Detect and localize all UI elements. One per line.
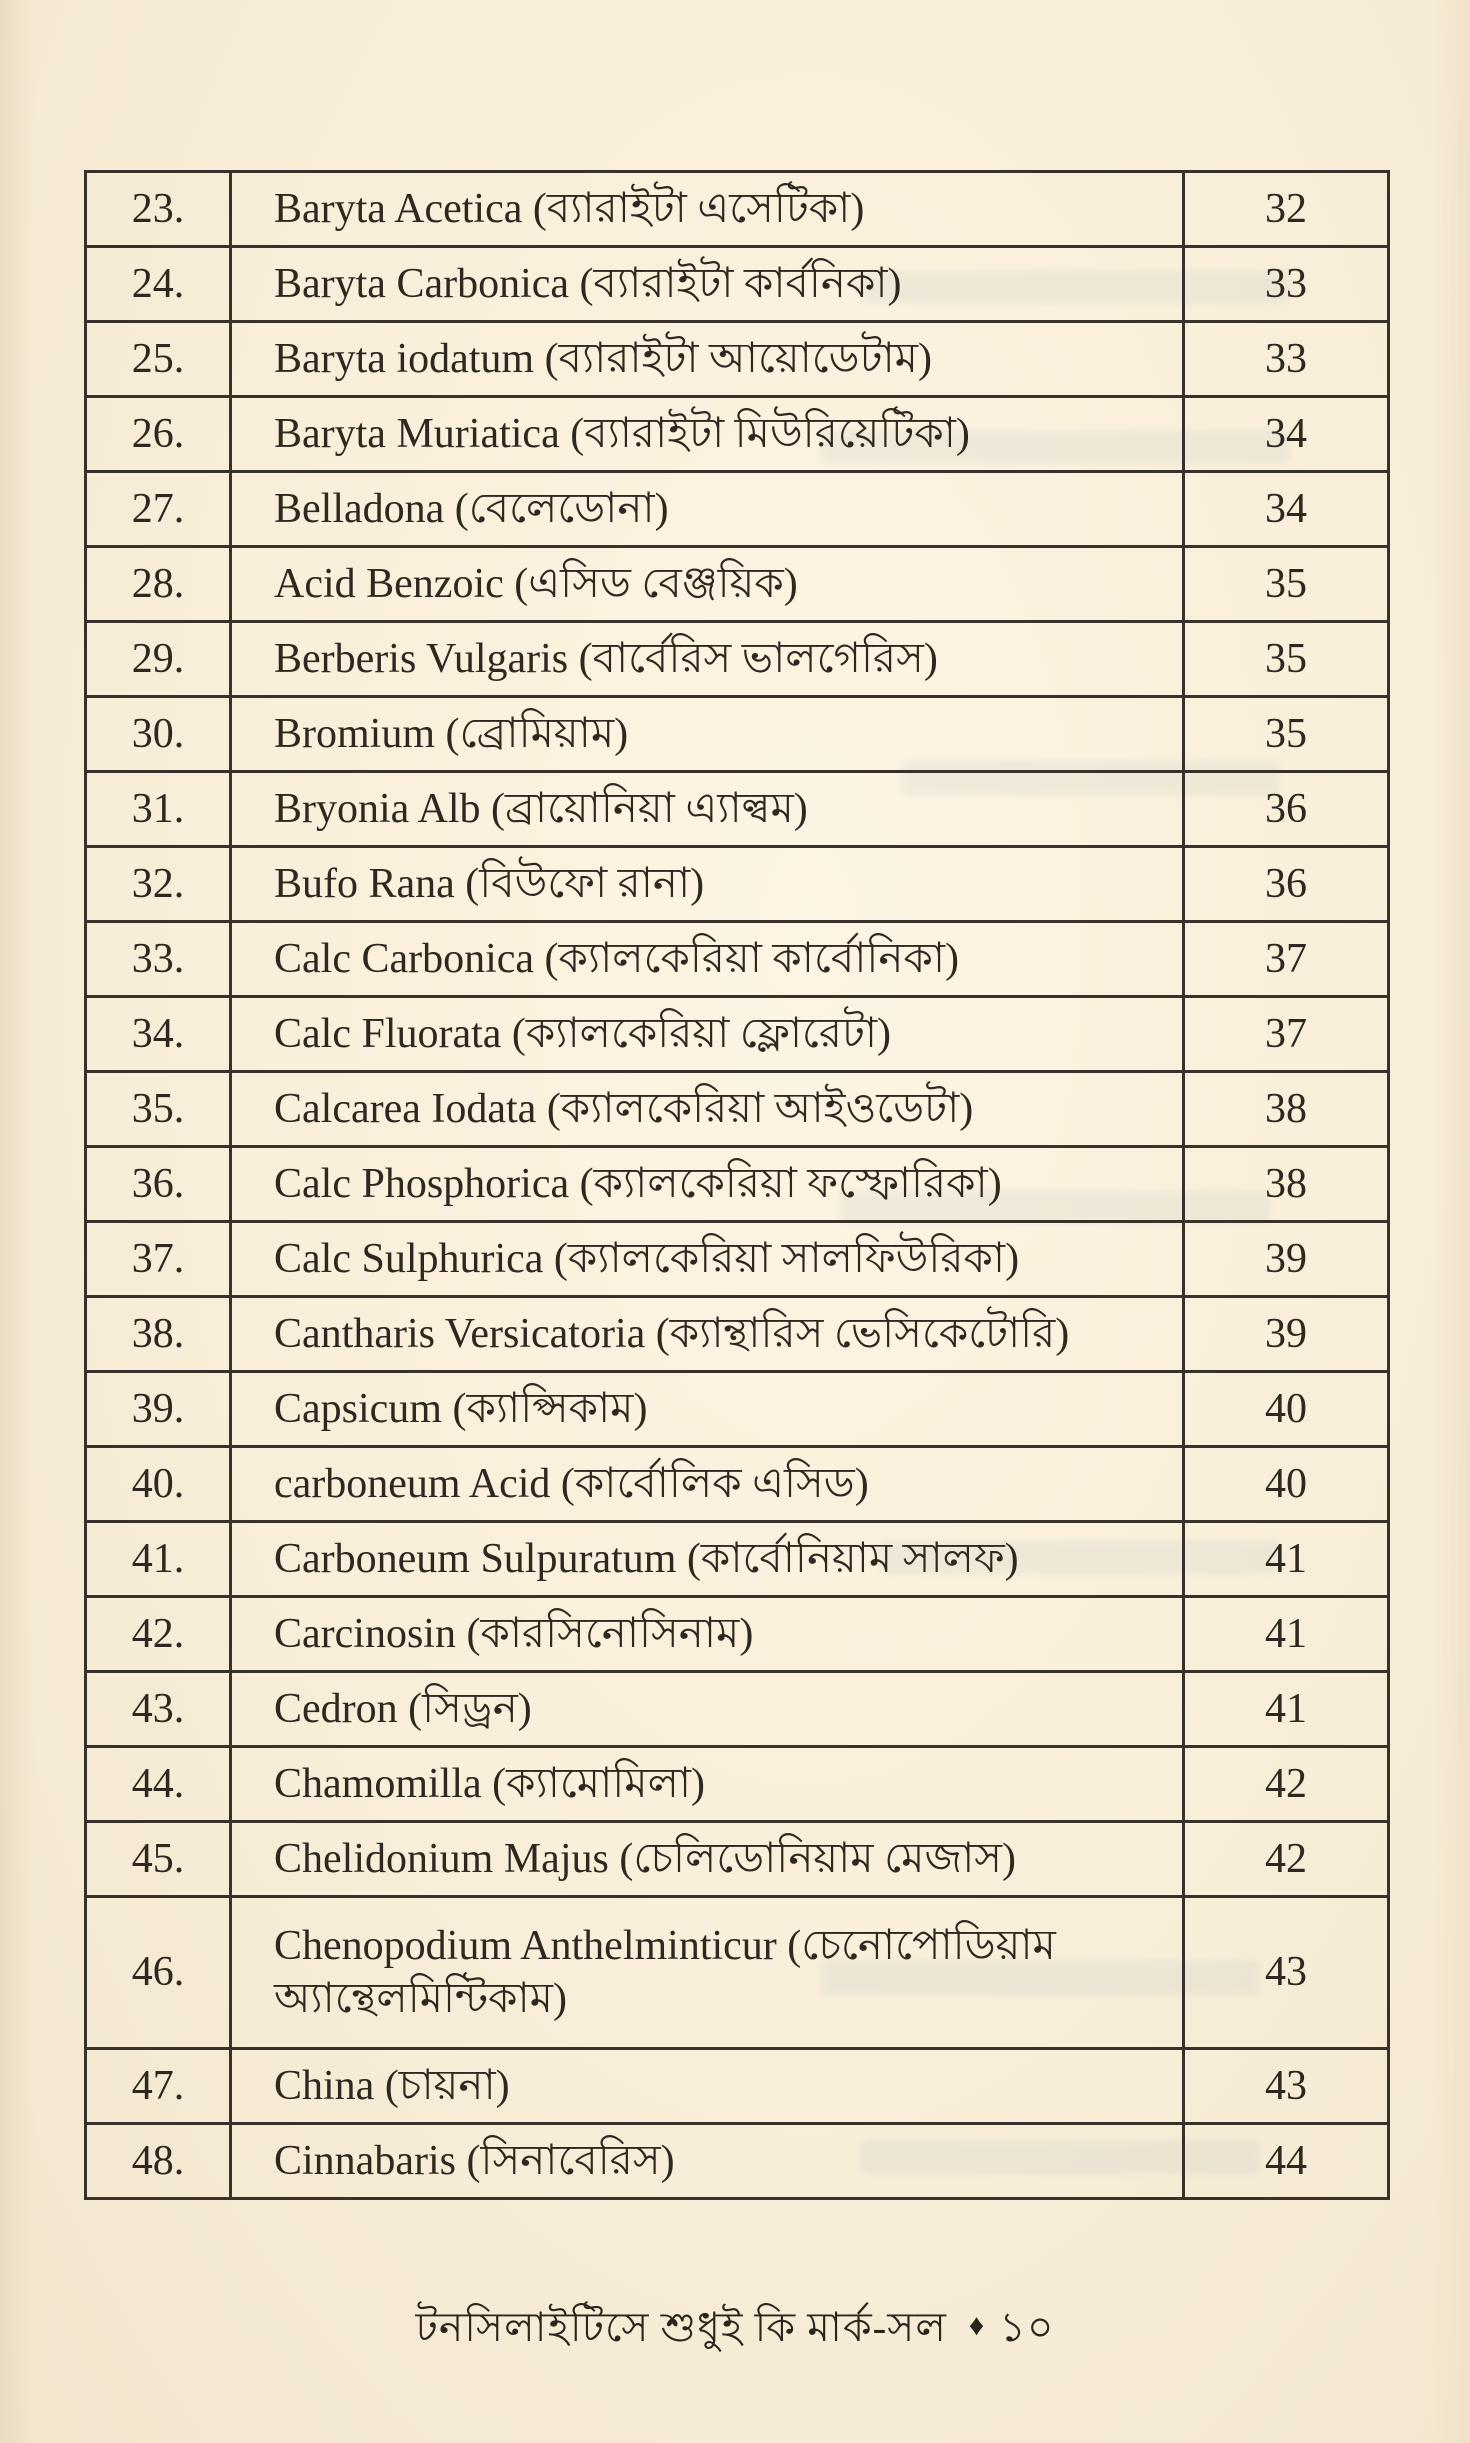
row-number: 41. (86, 1522, 231, 1597)
remedy-name: Belladona (বেলেডোনা) (231, 472, 1184, 547)
page-number: 32 (1184, 172, 1389, 247)
page-number: 34 (1184, 472, 1389, 547)
row-number: 45. (86, 1822, 231, 1897)
table-row (86, 772, 1389, 847)
row-number: 33. (86, 922, 231, 997)
table-row (86, 2049, 1389, 2124)
table-row (86, 1147, 1389, 1222)
remedy-name: Carcinosin (কারসিনোসিনাম) (231, 1597, 1184, 1672)
remedy-name: Baryta Muriatica (ব্যারাইটা মিউরিয়েটিকা) (231, 397, 1184, 472)
page-number: 36 (1184, 772, 1389, 847)
table-row (86, 847, 1389, 922)
row-number: 37. (86, 1222, 231, 1297)
table-row (86, 1522, 1389, 1597)
remedy-name: Bufo Rana (বিউফো রানা) (231, 847, 1184, 922)
table-row (86, 172, 1389, 247)
page-number: 40 (1184, 1372, 1389, 1447)
row-number: 35. (86, 1072, 231, 1147)
row-number: 46. (86, 1897, 231, 2049)
table-row (86, 1297, 1389, 1372)
page-footer (0, 2296, 1470, 2365)
row-number: 30. (86, 697, 231, 772)
page-number: 41 (1184, 1597, 1389, 1672)
row-number: 32. (86, 847, 231, 922)
table-row (86, 472, 1389, 547)
page-number: 33 (1184, 322, 1389, 397)
page-number: 40 (1184, 1447, 1389, 1522)
table-row (86, 1447, 1389, 1522)
footer-title: টনসিলাইটিসে শুধুই কি মার্ক-সল (415, 2304, 947, 2350)
table-row (86, 247, 1389, 322)
remedy-name: Baryta iodatum (ব্যারাইটা আয়োডেটাম) (231, 322, 1184, 397)
remedy-name: Cedron (সিড্রন) (231, 1672, 1184, 1747)
page-number: 35 (1184, 622, 1389, 697)
page-number: 35 (1184, 547, 1389, 622)
page-number: 41 (1184, 1522, 1389, 1597)
page-number: 33 (1184, 247, 1389, 322)
row-number: 28. (86, 547, 231, 622)
remedy-name: carboneum Acid (কার্বোলিক এসিড) (231, 1447, 1184, 1522)
remedy-name: Calc Carbonica (ক্যালকেরিয়া কার্বোনিকা) (231, 922, 1184, 997)
remedy-name: Calc Fluorata (ক্যালকেরিয়া ফ্লোরেটা) (231, 997, 1184, 1072)
remedy-name: Chamomilla (ক্যামোমিলা) (231, 1747, 1184, 1822)
table-row (86, 1672, 1389, 1747)
page-number: 36 (1184, 847, 1389, 922)
remedy-name: Berberis Vulgaris (বার্বেরিস ভালগেরিস) (231, 622, 1184, 697)
remedy-name: Acid Benzoic (এসিড বেঞ্জয়িক) (231, 547, 1184, 622)
row-number: 39. (86, 1372, 231, 1447)
table-row (86, 1747, 1389, 1822)
remedy-name: Calc Sulphurica (ক্যালকেরিয়া সালফিউরিকা) (231, 1222, 1184, 1297)
row-number: 48. (86, 2124, 231, 2199)
remedy-name: Chelidonium Majus (চেলিডোনিয়াম মেজাস) (231, 1822, 1184, 1897)
table-row (86, 997, 1389, 1072)
table-row (86, 1597, 1389, 1672)
table-row (86, 547, 1389, 622)
table-row (86, 622, 1389, 697)
row-number: 23. (86, 172, 231, 247)
row-number: 31. (86, 772, 231, 847)
row-number: 26. (86, 397, 231, 472)
remedy-name: Chenopodium Anthelminticur (চেনোপোডিয়াম অ্যান্থেলমিন্টিকাম) (231, 1897, 1184, 2049)
page-number: 35 (1184, 697, 1389, 772)
diamond-icon: ♦ (968, 2309, 986, 2342)
page-number: 39 (1184, 1297, 1389, 1372)
table-row (86, 697, 1389, 772)
row-number: 43. (86, 1672, 231, 1747)
page-number: 41 (1184, 1672, 1389, 1747)
row-number: 44. (86, 1747, 231, 1822)
page-number: 38 (1184, 1072, 1389, 1147)
page-number: 37 (1184, 922, 1389, 997)
table-row (86, 1072, 1389, 1147)
table-row (86, 2124, 1389, 2199)
page-number: 34 (1184, 397, 1389, 472)
remedy-name: Bromium (ব্রোমিয়াম) (231, 697, 1184, 772)
remedy-name: Carboneum Sulpuratum (কার্বোনিয়াম সালফ) (231, 1522, 1184, 1597)
remedy-name: Calc Phosphorica (ক্যালকেরিয়া ফস্ফোরিকা) (231, 1147, 1184, 1222)
table-row (86, 922, 1389, 997)
remedy-name: Cinnabaris (সিনাবেরিস) (231, 2124, 1184, 2199)
row-number: 34. (86, 997, 231, 1072)
table-row (86, 322, 1389, 397)
remedy-name: Baryta Acetica (ব্যারাইটা এসেটিকা) (231, 172, 1184, 247)
page-number: 42 (1184, 1822, 1389, 1897)
page-number: 37 (1184, 997, 1389, 1072)
page-number: 43 (1184, 1897, 1389, 2049)
table-row (86, 1822, 1389, 1897)
row-number: 36. (86, 1147, 231, 1222)
remedy-name: Cantharis Versicatoria (ক্যান্থারিস ভেসিকেটোরি) (231, 1297, 1184, 1372)
row-number: 27. (86, 472, 231, 547)
remedy-index-table (84, 170, 1390, 2200)
remedy-name: Bryonia Alb (ব্রায়োনিয়া এ্যাল্বম) (231, 772, 1184, 847)
table-row (86, 397, 1389, 472)
row-number: 38. (86, 1297, 231, 1372)
page-number: 42 (1184, 1747, 1389, 1822)
table-row (86, 1372, 1389, 1447)
remedy-name: Calcarea Iodata (ক্যালকেরিয়া আইওডেটা) (231, 1072, 1184, 1147)
table-row (86, 1222, 1389, 1297)
page-number: 43 (1184, 2049, 1389, 2124)
row-number: 24. (86, 247, 231, 322)
row-number: 47. (86, 2049, 231, 2124)
remedy-name: Capsicum (ক্যাপ্সিকাম) (231, 1372, 1184, 1447)
footer-page-number: ১০ (999, 2304, 1055, 2350)
page-number: 44 (1184, 2124, 1389, 2199)
row-number: 29. (86, 622, 231, 697)
page-number: 38 (1184, 1147, 1389, 1222)
row-number: 40. (86, 1447, 231, 1522)
page-number: 39 (1184, 1222, 1389, 1297)
remedy-name: China (চায়না) (231, 2049, 1184, 2124)
remedy-name: Baryta Carbonica (ব্যারাইটা কার্বনিকা) (231, 247, 1184, 322)
table-row (86, 1897, 1389, 2049)
row-number: 25. (86, 322, 231, 397)
row-number: 42. (86, 1597, 231, 1672)
